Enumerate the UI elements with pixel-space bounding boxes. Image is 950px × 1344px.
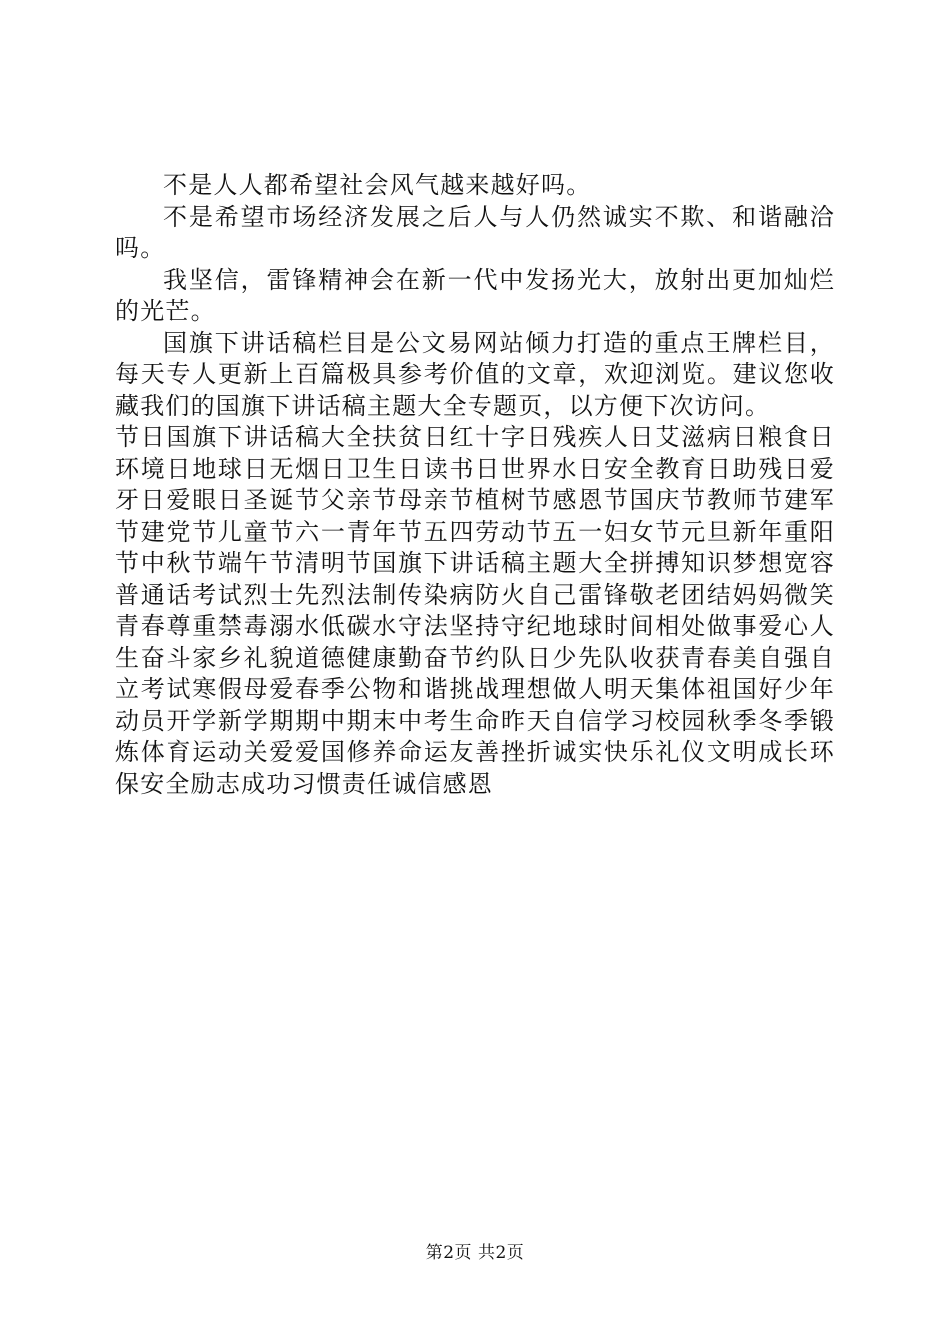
topic-list: 节日国旗下讲话稿大全扶贫日红十字日残疾人日艾滋病日粮食日环境日地球日无烟日卫生日读书日世界水日安全教育日助残日爱牙日爱眼日圣诞节父亲节母亲节植树节感恩节国庆节教师节建军节建党节儿童节六一青年节五四劳动节五一妇女节元旦新年重阳节中秋节端午节清明节国旗下讲话稿主题大全拼搏知识梦想宽容普通话考试烈士先烈法制传染病防火自己雷锋敬老团结妈妈微笑青春尊重禁毒溺水低碳水守法坚持守纪地球时间相处做事爱心人生奋斗家乡礼貌道德健康勤奋节约队日少先队收获青春美自强自立考试寒假母爱春季公物和谐挑战理想做人明天集体祖国好少年动员开学新学期期中期末中考生命昨天自信学习校园秋季冬季锻炼体育运动关爱爱国修养命运友善挫折诚实快乐礼仪文明成长环保安全励志成功习惯责任诚信感恩: [115, 423, 835, 798]
paragraph-1: 不是人人都希望社会风气越来越好吗。: [163, 171, 592, 199]
paragraph-2: 不是希望市场经济发展之后人与人仍然诚实不欺、和谐融洽吗。: [115, 202, 835, 262]
page-footer: 第2页 共2页: [425, 1243, 525, 1263]
document-body: [115, 170, 835, 800]
paragraph-3: 我坚信，雷锋精神会在新一代中发扬光大，放射出更加灿烂的光芒。: [115, 265, 835, 325]
paragraph-4: 国旗下讲话稿栏目是公文易网站倾力打造的重点王牌栏目，每天专人更新上百篇极具参考价值的文章，欢迎浏览。建议您收藏我们的国旗下讲话稿主题大全专题页，以方便下次访问。: [115, 328, 835, 420]
